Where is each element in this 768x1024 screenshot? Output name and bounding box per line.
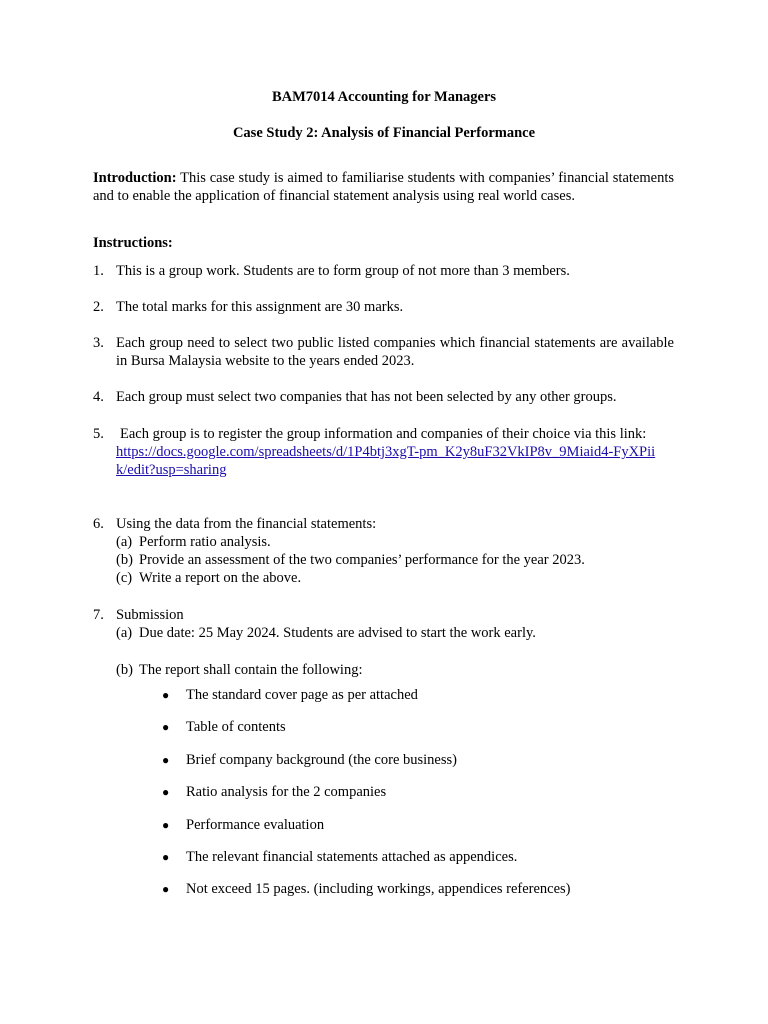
subitem-text: Provide an assessment of the two companies’ performance for the year 2023. xyxy=(139,552,585,568)
report-requirement-item xyxy=(162,880,682,898)
instruction-item-4 xyxy=(93,388,674,406)
report-requirement-item xyxy=(162,783,682,801)
requirement-text: Brief company background (the core business) xyxy=(186,752,457,768)
item-text: Each group is to register the group information and companies of their choice via this link: xyxy=(120,426,647,442)
report-requirement-item xyxy=(162,718,682,736)
item-text: Each group need to select two public listed companies which financial statements are available in Bursa Malaysia website to the years ended 2023. xyxy=(116,335,674,369)
instruction-item-2 xyxy=(93,298,674,316)
item-number: 1. xyxy=(93,263,104,279)
instruction-item-7 xyxy=(93,606,674,624)
subitem-label: (b) xyxy=(116,552,133,568)
requirement-text: Not exceed 15 pages. (including workings, appendices references) xyxy=(186,881,571,897)
item-number: 6. xyxy=(93,516,104,532)
subitem-6b xyxy=(116,551,676,569)
report-requirement-item xyxy=(162,816,682,834)
subitem-text: The report shall contain the following: xyxy=(139,662,363,678)
item-number: 4. xyxy=(93,389,104,405)
subitem-text: Write a report on the above. xyxy=(139,570,302,586)
item-number: 5. xyxy=(93,426,104,442)
document-subtitle: Case Study 2: Analysis of Financial Performance xyxy=(232,125,536,141)
requirement-text: Performance evaluation xyxy=(186,817,325,833)
subitem-label: (b) xyxy=(116,662,133,678)
bullet-icon: ● xyxy=(162,818,170,832)
instruction-item-6 xyxy=(93,515,674,533)
item-text: Submission xyxy=(116,607,184,623)
requirement-text: Ratio analysis for the 2 companies xyxy=(186,784,387,800)
document-title: BAM7014 Accounting for Managers xyxy=(271,89,497,105)
bullet-icon: ● xyxy=(162,882,170,896)
item-text: Each group must select two companies that has not been selected by any other groups. xyxy=(116,389,617,405)
report-requirement-item xyxy=(162,848,682,866)
introduction-label: Introduction: xyxy=(93,170,177,186)
subitem-label: (a) xyxy=(116,625,133,641)
instruction-item-5 xyxy=(93,425,674,479)
bullet-icon: ● xyxy=(162,850,170,864)
instruction-item-3 xyxy=(93,334,674,370)
subitem-label: (a) xyxy=(116,534,133,550)
registration-link-wrapper xyxy=(116,443,656,479)
introduction-paragraph xyxy=(93,169,674,205)
item-text: Using the data from the financial statements: xyxy=(116,516,377,532)
bullet-icon: ● xyxy=(162,688,170,702)
report-requirement-item xyxy=(162,686,682,704)
subitem-text: Perform ratio analysis. xyxy=(139,534,271,550)
subitem-text: Due date: 25 May 2024. Students are advised to start the work early. xyxy=(139,625,536,641)
instruction-item-1 xyxy=(93,262,674,280)
subitem-6a xyxy=(116,533,676,551)
item-text: The total marks for this assignment are 30 marks. xyxy=(116,299,404,315)
item-number: 2. xyxy=(93,299,104,315)
item-number: 3. xyxy=(93,335,104,351)
registration-link[interactable]: https://docs.google.com/spreadsheets/d/1P4btj3xgT-pm_K2y8uF32VkIP8v_9Miaid4-FyXPiik/edit?usp=sharing xyxy=(116,444,656,478)
subitem-6c xyxy=(116,569,676,587)
requirement-text: The standard cover page as per attached xyxy=(186,687,418,703)
requirement-text: Table of contents xyxy=(186,719,286,735)
item-text: This is a group work. Students are to form group of not more than 3 members. xyxy=(116,263,570,279)
subitem-label: (c) xyxy=(116,570,133,586)
item-number: 7. xyxy=(93,607,104,623)
instructions-heading: Instructions: xyxy=(93,235,173,251)
subitem-7a xyxy=(116,624,676,642)
report-requirement-item xyxy=(162,751,682,769)
bullet-icon: ● xyxy=(162,720,170,734)
requirement-text: The relevant financial statements attached as appendices. xyxy=(186,849,518,865)
bullet-icon: ● xyxy=(162,785,170,799)
introduction-text: This case study is aimed to familiarise students with companies’ financial statements and to enable the application of financial statement analysis using real world cases. xyxy=(93,170,674,204)
bullet-icon: ● xyxy=(162,753,170,767)
subitem-7b xyxy=(116,661,676,679)
